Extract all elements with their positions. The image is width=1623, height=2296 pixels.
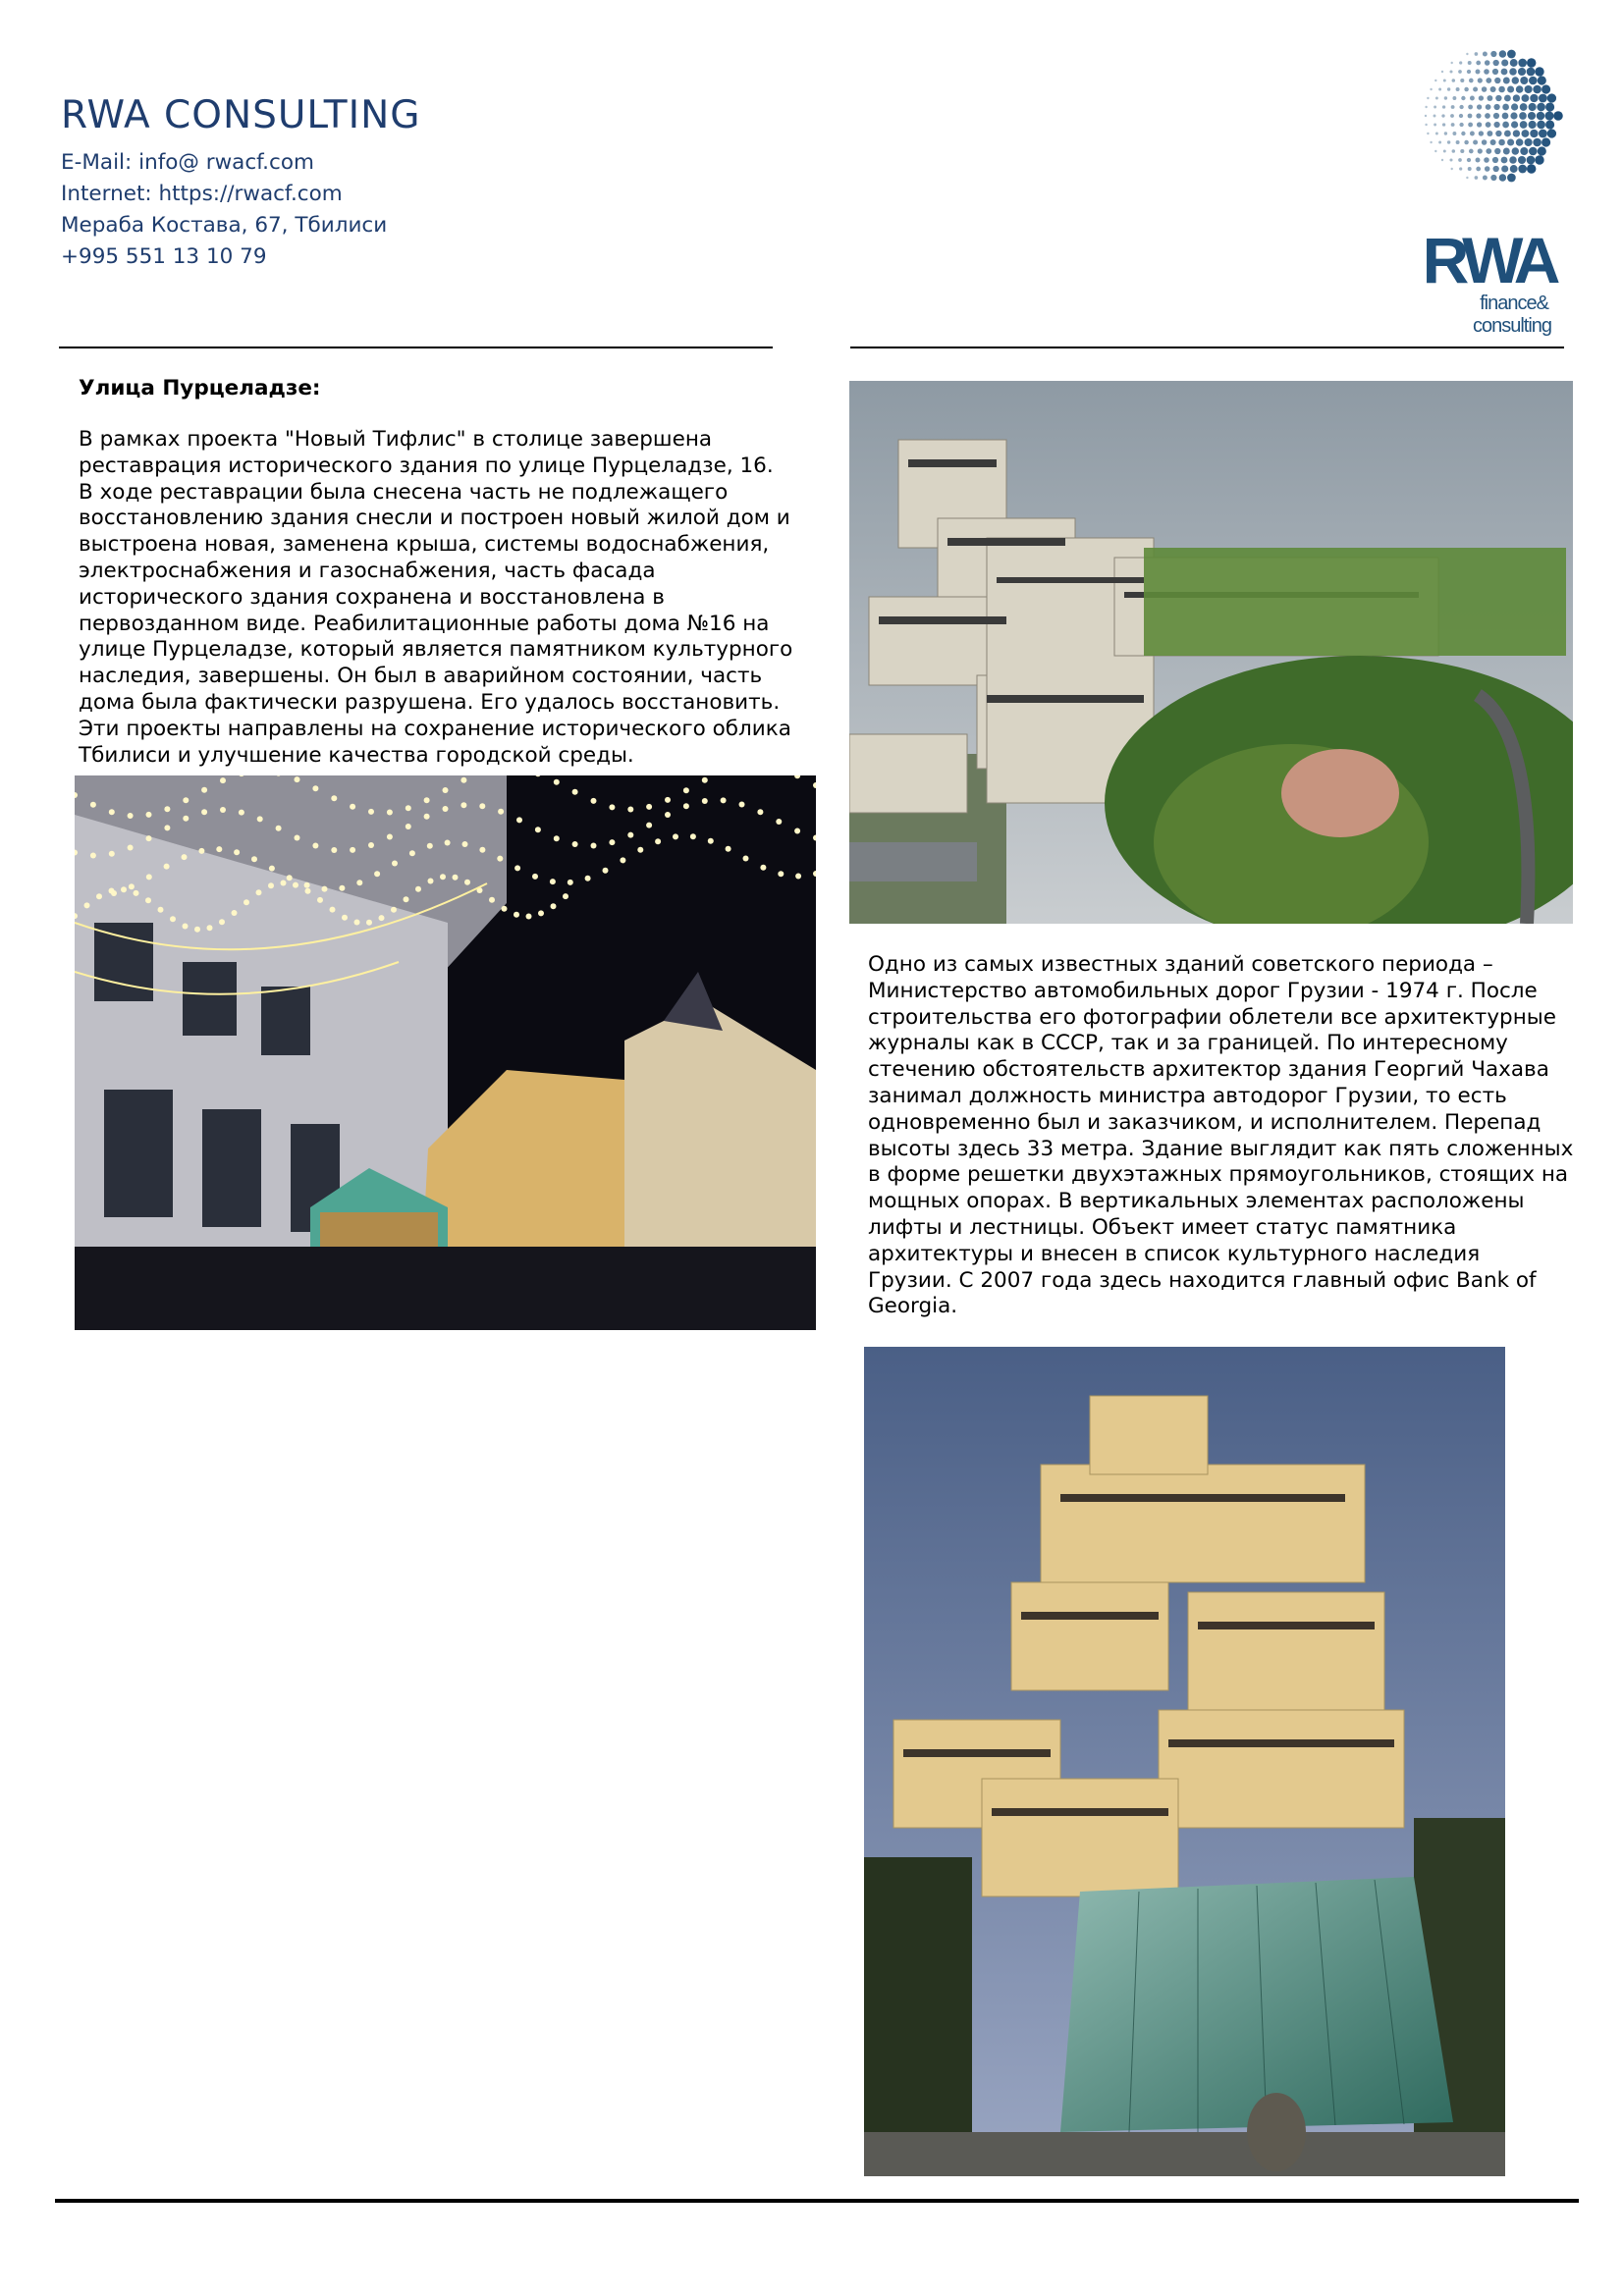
right-paragraph: Одно из самых известных зданий советского периода – Министерство автомобильных дорог Грузии - 1974 г. После строительства его фотографии облетели все архитектурные журналы как в СССР, так и за границей. По интересному стечению обстоятельств архитектор здания Георгий Чахава занимал должность министра автодорог Грузии, то есть одновременно был и заказчиком, и исполнителем. Перепад высоты здесь 33 метра. Здание выглядит как пять сложенных в форме решетки двухэтажных прямоугольников, стоящих на мощных опорах. В вертикальных элементах расположены лифты и лестницы. Объект имеет статус памятника архитектуры и внесен в список культурного наследия Грузии. С 2007 года здесь находится главный офис Bank of Georgia. xyxy=(868,952,1574,1319)
ministry-building-photo-bottom xyxy=(864,1347,1505,2176)
logo-line1: finance& xyxy=(1480,293,1548,314)
footer-divider xyxy=(55,2199,1579,2203)
globe-icon xyxy=(1414,37,1571,342)
company-name: RWA CONSULTING xyxy=(61,93,421,137)
contact-email: E-Mail: info@ rwacf.com xyxy=(61,150,314,175)
header-divider-right xyxy=(850,347,1564,348)
section-heading: Улица Пурцеладзе: xyxy=(79,376,321,400)
rwa-logo xyxy=(1414,37,1571,342)
contact-website: Internet: https://rwacf.com xyxy=(61,182,343,206)
left-paragraph: В рамках проекта "Новый Тифлис" в столице завершена реставрация исторического здания по улице Пурцеладзе, 16. В ходе реставрации была снесена часть не подлежащего восстановлению здания снесли и построен новый жилой дом и выстроена новая, заменена крыша, системы водоснабжения, электроснабжения и газоснабжения, часть фасада исторического здания сохранена и восстановлена в первозданном виде. Реабилитационные работы дома №16 на улице Пурцеладзе, который является памятником культурного наследия, завершены. Он был в аварийном состоянии, часть дома была фактически разрушена. Его удалось восстановить. Эти проекты направлены на сохранение исторического облика Тбилиси и улучшение качества городской среды. xyxy=(79,427,793,768)
street-lights-photo xyxy=(75,775,816,1330)
logo-line2: consulting xyxy=(1472,315,1552,337)
contact-phone: +995 551 13 10 79 xyxy=(61,244,267,269)
header-divider-left xyxy=(59,347,773,348)
ministry-building-photo-top xyxy=(849,381,1573,924)
logo-mark: RWA xyxy=(1422,224,1555,296)
contact-address: Мераба Костава, 67, Тбилиси xyxy=(61,213,388,238)
